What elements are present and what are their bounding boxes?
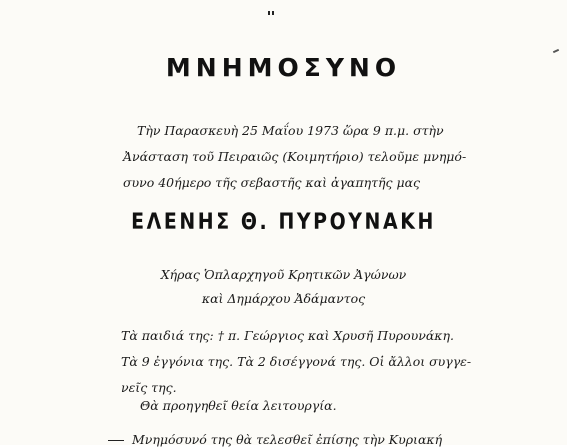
family-line: Τὰ 9 ἐγγόνια της. Τὰ 2 δισέγγονά της. Οἱ ἄλλοι συγγε- xyxy=(121,354,472,369)
family-paragraph xyxy=(121,323,472,401)
final-line: Μνημόσυνό της θὰ τελεσθεῖ ἐπίσης τὴν Κυριακή xyxy=(132,432,443,447)
family-line: νεῖς της. xyxy=(121,380,177,395)
top-print-mark xyxy=(268,0,278,4)
em-dash xyxy=(108,440,124,441)
subtitle-line: καὶ Δημάρχου Ἀδάμαντος xyxy=(201,291,366,306)
subtitle-line: Χήρας Ὁπλαρχηγοῦ Κρητικῶν Ἀγώνων xyxy=(160,267,407,282)
family-line: Τὰ παιδιά της: † π. Γεώργιος καὶ Χρυσῆ Πυρουνάκη. xyxy=(121,328,454,343)
liturgy-note: Θὰ προηγηθεῖ θεία λειτουργία. xyxy=(140,398,337,413)
deceased-subtitle xyxy=(0,263,567,311)
notice-title: ΜΝΗΜΟΣΥΝΟ xyxy=(165,53,402,82)
deceased-name: ΕΛΕΝΗΣ Θ. ΠΥΡΟΥΝΑΚΗ xyxy=(131,210,436,235)
intro-line: συνο 40ήμερο τῆς σεβαστῆς καὶ ἀγαπητῆς μας xyxy=(123,175,421,190)
intro-paragraph xyxy=(123,118,467,196)
intro-line: Ἀνάσταση τοῦ Πειραιῶς (Κοιμητήριο) τελοῦμε μνημό- xyxy=(123,149,467,164)
intro-line: Τὴν Παρασκευὴ 25 Μαΐου 1973 ὥρα 9 π.μ. στὴν xyxy=(137,123,444,138)
